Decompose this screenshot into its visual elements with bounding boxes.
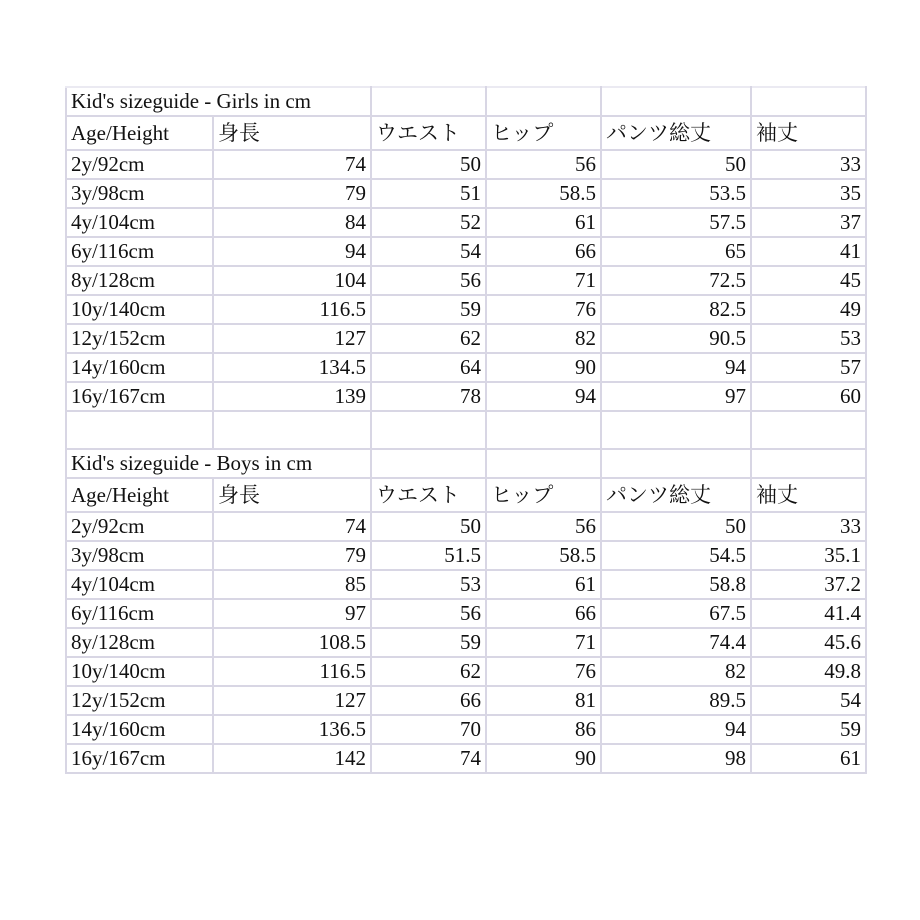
hip-value: 58.5: [486, 179, 601, 208]
empty-cell: [601, 87, 751, 116]
hip-value: 56: [486, 512, 601, 541]
boys-title-row: [66, 449, 866, 478]
sleeve-length-value: 59: [751, 715, 866, 744]
height-value: 116.5: [213, 657, 371, 686]
height-value: 134.5: [213, 353, 371, 382]
pants-length-value: 50: [601, 150, 751, 179]
hip-value: 90: [486, 744, 601, 773]
column-header-waist: ウエスト: [371, 116, 486, 150]
column-header-pants-length: パンツ総丈: [601, 116, 751, 150]
empty-cell: [601, 449, 751, 478]
hip-value: 76: [486, 295, 601, 324]
pants-length-value: 67.5: [601, 599, 751, 628]
height-value: 127: [213, 324, 371, 353]
size-label: 6y/116cm: [66, 237, 213, 266]
size-label: 6y/116cm: [66, 599, 213, 628]
waist-value: 59: [371, 628, 486, 657]
pants-length-value: 65: [601, 237, 751, 266]
hip-value: 90: [486, 353, 601, 382]
pants-length-value: 57.5: [601, 208, 751, 237]
boys-title-cell: [66, 449, 371, 478]
size-label: 12y/152cm: [66, 324, 213, 353]
table-row: [66, 715, 866, 744]
hip-value: 76: [486, 657, 601, 686]
waist-value: 70: [371, 715, 486, 744]
size-label: 2y/92cm: [66, 150, 213, 179]
height-value: 139: [213, 382, 371, 411]
empty-cell: [371, 87, 486, 116]
sleeve-length-value: 45.6: [751, 628, 866, 657]
pants-length-value: 58.8: [601, 570, 751, 599]
pants-length-value: 90.5: [601, 324, 751, 353]
pants-length-value: 97: [601, 382, 751, 411]
table-row: [66, 628, 866, 657]
size-label: 14y/160cm: [66, 715, 213, 744]
column-header-height: 身長: [213, 478, 371, 512]
size-label: 3y/98cm: [66, 179, 213, 208]
pants-length-value: 50: [601, 512, 751, 541]
height-value: 79: [213, 541, 371, 570]
waist-value: 51: [371, 179, 486, 208]
pants-length-value: 94: [601, 715, 751, 744]
hip-value: 61: [486, 570, 601, 599]
hip-value: 71: [486, 628, 601, 657]
size-label: 10y/140cm: [66, 295, 213, 324]
height-value: 108.5: [213, 628, 371, 657]
waist-value: 62: [371, 657, 486, 686]
sleeve-length-value: 54: [751, 686, 866, 715]
hip-value: 61: [486, 208, 601, 237]
pants-length-value: 82.5: [601, 295, 751, 324]
hip-value: 58.5: [486, 541, 601, 570]
height-value: 127: [213, 686, 371, 715]
empty-cell: [751, 411, 866, 449]
table-row: [66, 570, 866, 599]
sleeve-length-value: 49.8: [751, 657, 866, 686]
column-header-waist: ウエスト: [371, 478, 486, 512]
waist-value: 56: [371, 599, 486, 628]
pants-length-value: 72.5: [601, 266, 751, 295]
table-row: [66, 324, 866, 353]
pants-length-value: 82: [601, 657, 751, 686]
hip-value: 66: [486, 599, 601, 628]
table-row: [66, 657, 866, 686]
waist-value: 78: [371, 382, 486, 411]
girls-header-row: [66, 116, 866, 150]
waist-value: 51.5: [371, 541, 486, 570]
sleeve-length-value: 49: [751, 295, 866, 324]
spacer-row: [66, 411, 866, 449]
height-value: 116.5: [213, 295, 371, 324]
table-row: [66, 208, 866, 237]
hip-value: 56: [486, 150, 601, 179]
empty-cell: [371, 449, 486, 478]
table-row: [66, 295, 866, 324]
table-row: [66, 744, 866, 773]
size-label: 4y/104cm: [66, 570, 213, 599]
height-value: 79: [213, 179, 371, 208]
pants-length-value: 94: [601, 353, 751, 382]
sleeve-length-value: 61: [751, 744, 866, 773]
size-label: 16y/167cm: [66, 382, 213, 411]
sleeve-length-value: 35: [751, 179, 866, 208]
empty-cell: [486, 449, 601, 478]
pants-length-value: 89.5: [601, 686, 751, 715]
sleeve-length-value: 60: [751, 382, 866, 411]
column-header-hip: ヒップ: [486, 478, 601, 512]
waist-value: 66: [371, 686, 486, 715]
hip-value: 82: [486, 324, 601, 353]
girls-title-cell: [66, 87, 371, 116]
empty-cell: [486, 87, 601, 116]
size-label: 2y/92cm: [66, 512, 213, 541]
boys-header-row: [66, 478, 866, 512]
height-value: 142: [213, 744, 371, 773]
column-header-pants-length: パンツ総丈: [601, 478, 751, 512]
hip-value: 71: [486, 266, 601, 295]
size-label: 8y/128cm: [66, 628, 213, 657]
table-row: [66, 150, 866, 179]
hip-value: 94: [486, 382, 601, 411]
waist-value: 64: [371, 353, 486, 382]
pants-length-value: 54.5: [601, 541, 751, 570]
empty-cell: [213, 411, 371, 449]
height-value: 94: [213, 237, 371, 266]
size-label: 10y/140cm: [66, 657, 213, 686]
girls-title-row: [66, 87, 866, 116]
size-guide-sheet: [65, 86, 865, 774]
table-row: [66, 512, 866, 541]
sleeve-length-value: 41: [751, 237, 866, 266]
height-value: 136.5: [213, 715, 371, 744]
waist-value: 54: [371, 237, 486, 266]
column-header-age-height: Age/Height: [66, 116, 213, 150]
hip-value: 81: [486, 686, 601, 715]
sleeve-length-value: 37.2: [751, 570, 866, 599]
table-row: [66, 541, 866, 570]
size-guide-table: [65, 86, 867, 774]
size-label: 16y/167cm: [66, 744, 213, 773]
waist-value: 62: [371, 324, 486, 353]
table-row: [66, 686, 866, 715]
column-header-sleeve-length: 袖丈: [751, 116, 866, 150]
hip-value: 86: [486, 715, 601, 744]
waist-value: 50: [371, 512, 486, 541]
size-label: 3y/98cm: [66, 541, 213, 570]
sleeve-length-value: 33: [751, 150, 866, 179]
column-header-hip: ヒップ: [486, 116, 601, 150]
height-value: 74: [213, 512, 371, 541]
sleeve-length-value: 57: [751, 353, 866, 382]
size-label: 4y/104cm: [66, 208, 213, 237]
column-header-height: 身長: [213, 116, 371, 150]
table-row: [66, 353, 866, 382]
size-label: 8y/128cm: [66, 266, 213, 295]
girls-table-title: Kid's sizeguide - Girls in cm: [71, 89, 311, 113]
sleeve-length-value: 37: [751, 208, 866, 237]
height-value: 97: [213, 599, 371, 628]
column-header-age-height: Age/Height: [66, 478, 213, 512]
hip-value: 66: [486, 237, 601, 266]
sleeve-length-value: 45: [751, 266, 866, 295]
empty-cell: [371, 411, 486, 449]
pants-length-value: 98: [601, 744, 751, 773]
sleeve-length-value: 53: [751, 324, 866, 353]
height-value: 74: [213, 150, 371, 179]
sleeve-length-value: 33: [751, 512, 866, 541]
sleeve-length-value: 41.4: [751, 599, 866, 628]
waist-value: 59: [371, 295, 486, 324]
height-value: 84: [213, 208, 371, 237]
waist-value: 53: [371, 570, 486, 599]
size-label: 12y/152cm: [66, 686, 213, 715]
boys-table-title: Kid's sizeguide - Boys in cm: [71, 451, 313, 475]
column-header-sleeve-length: 袖丈: [751, 478, 866, 512]
empty-cell: [751, 87, 866, 116]
table-row: [66, 599, 866, 628]
table-row: [66, 266, 866, 295]
height-value: 104: [213, 266, 371, 295]
table-row: [66, 179, 866, 208]
empty-cell: [66, 411, 213, 449]
waist-value: 56: [371, 266, 486, 295]
table-row: [66, 237, 866, 266]
pants-length-value: 53.5: [601, 179, 751, 208]
waist-value: 74: [371, 744, 486, 773]
pants-length-value: 74.4: [601, 628, 751, 657]
empty-cell: [751, 449, 866, 478]
empty-cell: [601, 411, 751, 449]
waist-value: 52: [371, 208, 486, 237]
empty-cell: [486, 411, 601, 449]
height-value: 85: [213, 570, 371, 599]
sleeve-length-value: 35.1: [751, 541, 866, 570]
size-label: 14y/160cm: [66, 353, 213, 382]
waist-value: 50: [371, 150, 486, 179]
table-row: [66, 382, 866, 411]
